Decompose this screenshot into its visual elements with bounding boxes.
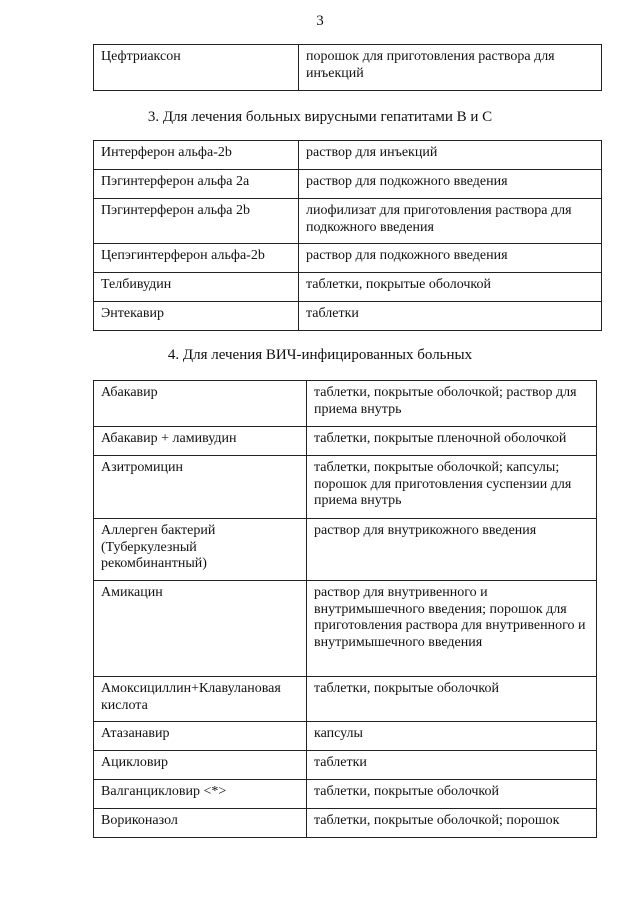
dosage-form-cell: раствор для внутрикожного введения (307, 519, 597, 581)
drug-name-cell: Интерферон альфа-2b (94, 141, 299, 170)
drug-name-cell: Аллерген бактерий (Туберкулезный рекомбинантный) (94, 519, 307, 581)
table-row (94, 722, 597, 751)
drug-name-cell: Пэгинтерферон альфа 2b (94, 199, 299, 244)
hiv-drug-table (93, 380, 597, 838)
dosage-form-cell: таблетки, покрытые оболочкой; капсулы; порошок для приготовления суспензии для приема внутрь (307, 456, 597, 519)
table-row (94, 581, 597, 677)
drug-name-cell: Валганцикловир <*> (94, 780, 307, 809)
drug-name-cell: Цепэгинтерферон альфа-2b (94, 244, 299, 273)
drug-name-cell: Амоксициллин+Клавулановая кислота (94, 677, 307, 722)
drug-name-cell: Пэгинтерферон альфа 2а (94, 170, 299, 199)
table-row (94, 381, 597, 427)
table-row (94, 199, 602, 244)
drug-name-cell: Телбивудин (94, 273, 299, 302)
table-row (94, 519, 597, 581)
drug-name-cell: Вориконазол (94, 809, 307, 838)
dosage-form-cell: лиофилизат для приготовления раствора для подкожного введения (299, 199, 602, 244)
section-heading-hiv: 4. Для лечения ВИЧ-инфицированных больных (167, 347, 473, 363)
dosage-form-cell: таблетки, покрытые оболочкой; раствор для приема внутрь (307, 381, 597, 427)
dosage-form-cell: раствор для подкожного введения (299, 244, 602, 273)
dosage-form-cell: таблетки, покрытые оболочкой (307, 780, 597, 809)
dosage-form-cell: таблетки (299, 302, 602, 331)
drug-name-cell: Абакавир + ламивудин (94, 427, 307, 456)
drug-name-cell: Амикацин (94, 581, 307, 677)
table-row (94, 751, 597, 780)
drug-name-cell: Цефтриаксон (94, 45, 299, 91)
drug-name-cell: Энтекавир (94, 302, 299, 331)
dosage-form-cell: раствор для инъекций (299, 141, 602, 170)
dosage-form-cell: раствор для внутривенного и внутримышечного введения; порошок для приготовления раствора для внутривенного и внутримышечного введения (307, 581, 597, 677)
dosage-form-cell: раствор для подкожного введения (299, 170, 602, 199)
table-row (94, 427, 597, 456)
dosage-form-cell: таблетки, покрытые оболочкой; порошок (307, 809, 597, 838)
drug-name-cell: Ацикловир (94, 751, 307, 780)
drug-name-cell: Азитромицин (94, 456, 307, 519)
drug-name-cell: Абакавир (94, 381, 307, 427)
section-heading-hepatitis: 3. Для лечения больных вирусными гепатитами В и С (147, 109, 493, 125)
table-row (94, 780, 597, 809)
table-row (94, 273, 602, 302)
table-row (94, 809, 597, 838)
table-row (94, 302, 602, 331)
dosage-form-cell: капсулы (307, 722, 597, 751)
page-number: 3 (316, 13, 324, 29)
drug-table-continued (93, 44, 602, 91)
table-row (94, 45, 602, 91)
dosage-form-cell: порошок для приготовления раствора для инъекций (299, 45, 602, 91)
dosage-form-cell: таблетки, покрытые оболочкой (299, 273, 602, 302)
dosage-form-cell: таблетки (307, 751, 597, 780)
dosage-form-cell: таблетки, покрытые пленочной оболочкой (307, 427, 597, 456)
table-row (94, 170, 602, 199)
dosage-form-cell: таблетки, покрытые оболочкой (307, 677, 597, 722)
table-row (94, 677, 597, 722)
table-row (94, 244, 602, 273)
hepatitis-drug-table (93, 140, 602, 331)
table-row (94, 456, 597, 519)
drug-name-cell: Атазанавир (94, 722, 307, 751)
table-row (94, 141, 602, 170)
